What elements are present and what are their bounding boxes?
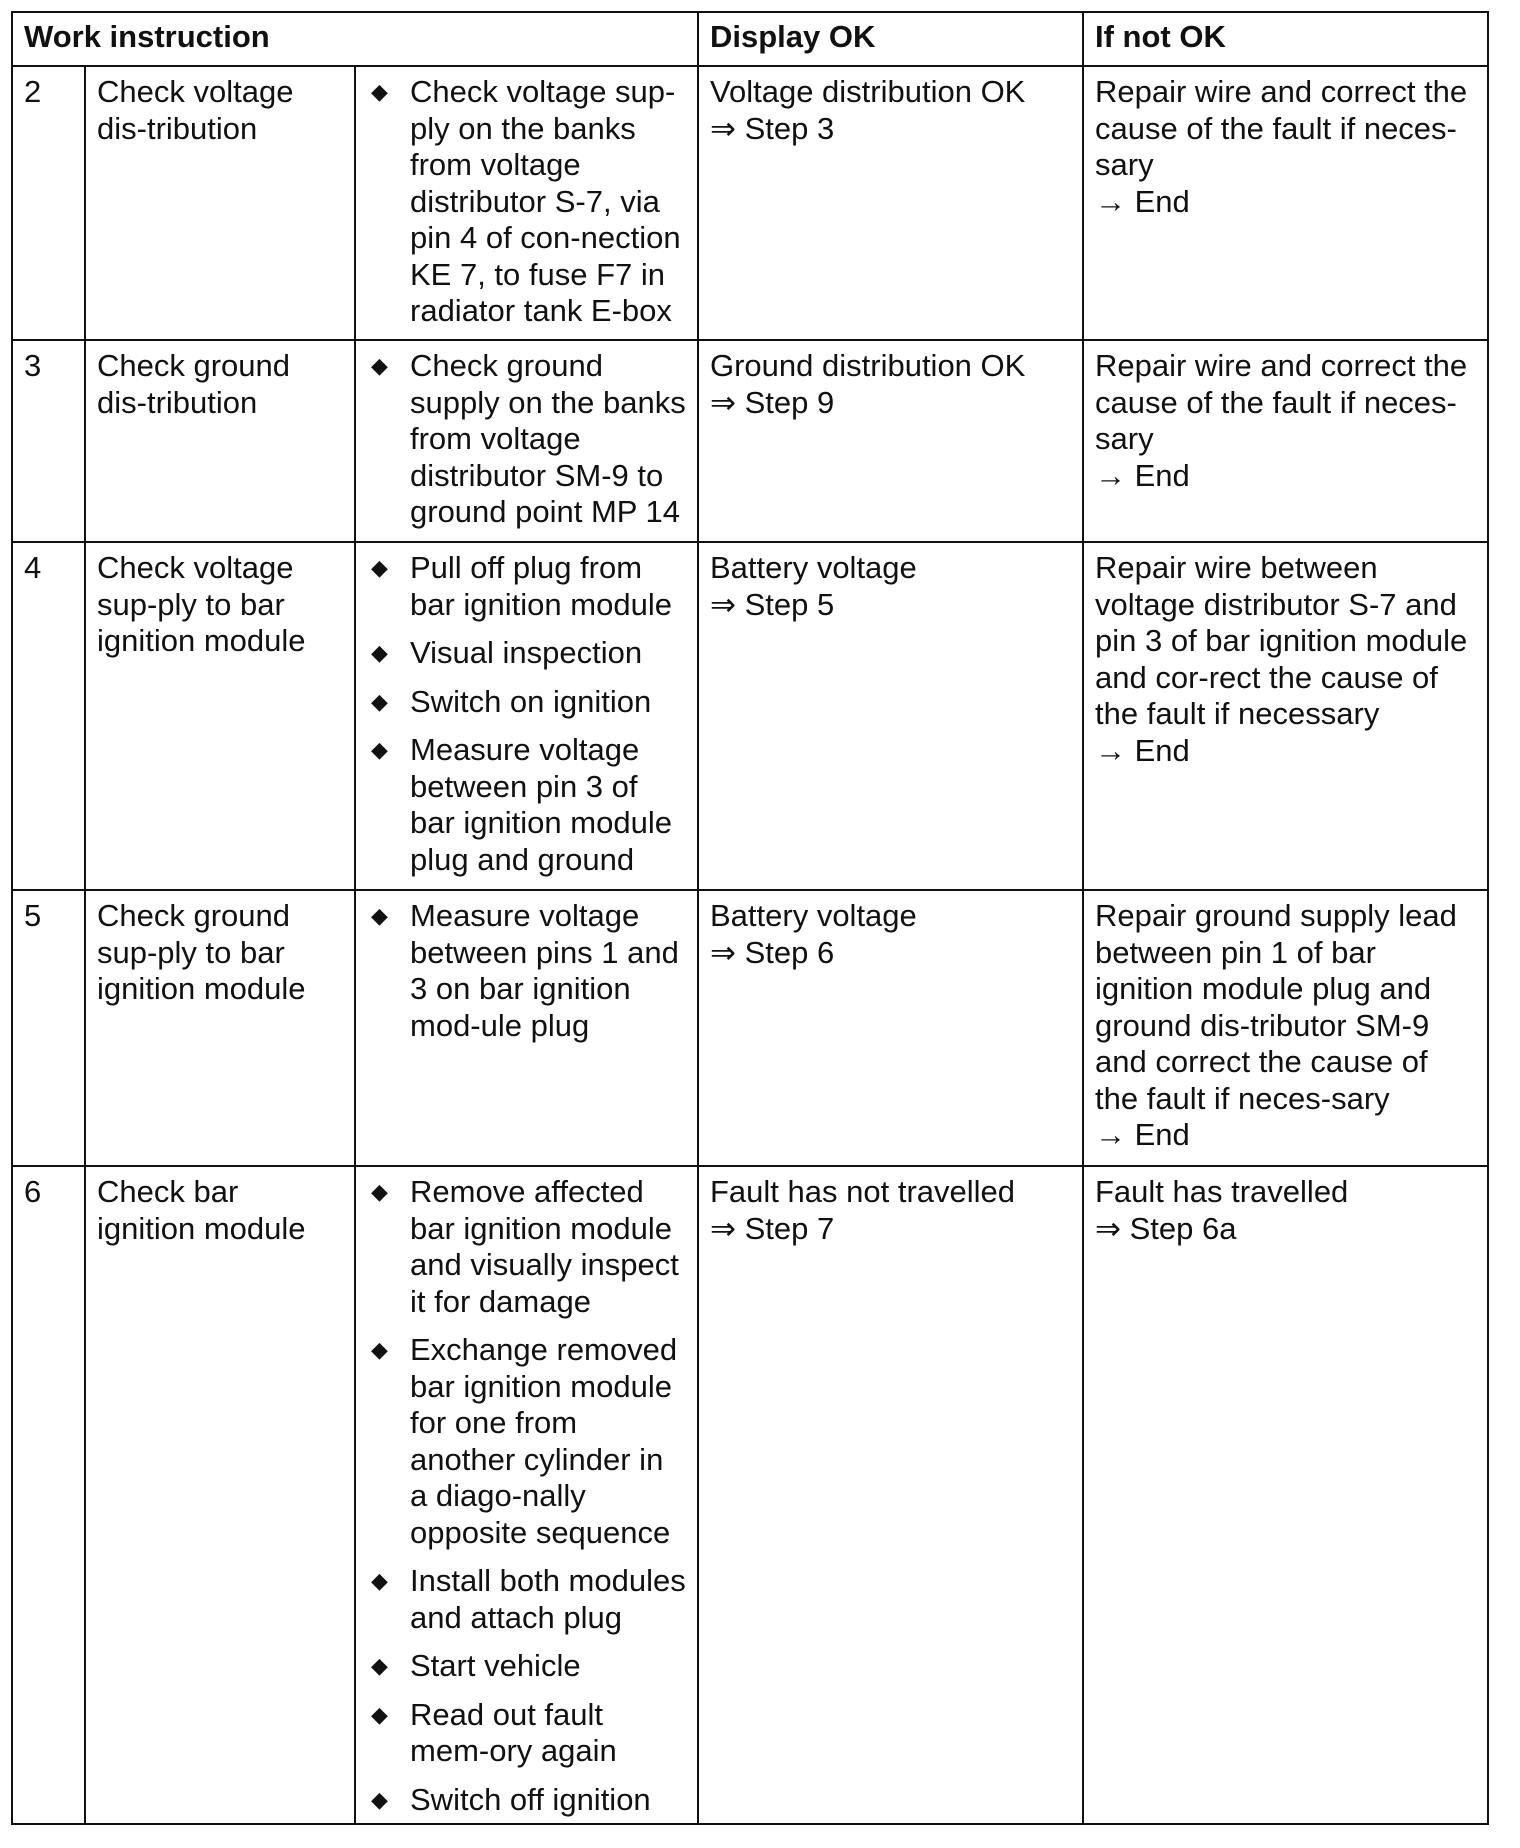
not-ok-cell (1083, 1166, 1488, 1824)
not-ok-action: Repair ground supply lead between pin 1 of bar ignition module plug and ground dis-tributor SM-9 and correct the cause of the fault if neces-sary (1095, 898, 1457, 1116)
not-ok-action: Repair wire and correct the cause of the fault if neces-sary (1095, 348, 1468, 456)
display-ok-cell (698, 890, 1083, 1166)
step-number: 3 (12, 340, 85, 542)
instruction-item: ◆ Visual inspection (371, 635, 643, 670)
display-ok-cell (698, 66, 1083, 340)
instruction-item: ◆ Pull off plug from bar ignition module (371, 550, 672, 622)
header-row (12, 12, 1488, 66)
step-number: 2 (12, 66, 85, 340)
instruction-list (367, 1174, 686, 1818)
instruction-item: ◆ Check ground supply on the banks from voltage distributor SM-9 to ground point MP 14 (371, 348, 686, 529)
table-row (12, 1166, 1488, 1824)
table-row (12, 542, 1488, 890)
ok-result: Battery voltage (710, 550, 917, 585)
bullet-icon: ◆ (371, 737, 388, 762)
step-title: Check voltage dis-tribution (85, 66, 355, 340)
header-if-not-ok: If not OK (1083, 12, 1488, 66)
instruction-list (367, 348, 686, 531)
display-ok-cell (698, 1166, 1083, 1824)
not-ok-next-step: → End (1095, 1117, 1190, 1152)
instruction-item: ◆ Install both modules and attach plug (371, 1563, 686, 1635)
bullet-icon: ◆ (371, 1786, 388, 1812)
instruction-list (367, 74, 686, 330)
instruction-item: ◆ Read out fault mem-ory again (371, 1696, 617, 1768)
table-row (12, 890, 1488, 1166)
not-ok-action: Fault has travelled (1095, 1174, 1349, 1209)
bullet-icon: ◆ (371, 1653, 388, 1678)
not-ok-cell (1083, 340, 1488, 542)
instruction-list (367, 898, 686, 1044)
instruction-cell (355, 66, 698, 340)
ok-next-step: ⇒ Step 9 (710, 384, 835, 420)
header-work-instruction: Work instruction (12, 12, 698, 66)
bullet-icon: ◆ (371, 1337, 388, 1362)
bullet-icon: ◆ (371, 353, 388, 378)
not-ok-cell (1083, 542, 1488, 890)
not-ok-cell (1083, 890, 1488, 1166)
step-number: 4 (12, 542, 85, 890)
step-number: 6 (12, 1166, 85, 1824)
instruction-item: ◆ Check voltage sup-ply on the banks from voltage distributor S-7, via pin 4 of con-nection KE 7, to fuse F7 in radiator tank E-box (371, 74, 681, 328)
bullet-icon: ◆ (371, 688, 388, 714)
bullet-icon: ◆ (371, 1179, 388, 1204)
ok-next-step: ⇒ Step 3 (710, 110, 835, 146)
not-ok-next-step: → End (1095, 183, 1190, 219)
ok-next-step: ⇒ Step 6 (710, 934, 835, 970)
not-ok-next-step: → End (1095, 457, 1190, 493)
not-ok-cell (1083, 66, 1488, 340)
step-title: Check ground dis-tribution (85, 340, 355, 542)
ok-next-step: ⇒ Step 7 (710, 1210, 835, 1246)
not-ok-action: Repair wire and correct the cause of the fault if neces-sary (1095, 74, 1468, 182)
ok-next-step: ⇒ Step 5 (710, 586, 835, 622)
step-title: Check voltage sup-ply to bar ignition module (85, 542, 355, 890)
header-display-ok: Display OK (698, 12, 1083, 66)
instruction-item: ◆ Switch on ignition (371, 683, 652, 719)
not-ok-next-step: ⇒ Step 6a (1095, 1210, 1237, 1246)
instruction-cell (355, 542, 698, 890)
instruction-cell (355, 890, 698, 1166)
bullet-icon: ◆ (371, 903, 388, 928)
instruction-item: ◆ Exchange removed bar ignition module for one from another cylinder in a diago-nally opposite sequence (371, 1332, 678, 1550)
display-ok-cell (698, 340, 1083, 542)
ok-result: Voltage distribution OK (710, 74, 1026, 109)
not-ok-action: Repair wire between voltage distributor S-7 and pin 3 of bar ignition module and cor-rect the cause of the fault if necessary (1095, 550, 1468, 731)
ok-result: Ground distribution OK (710, 348, 1026, 383)
ok-result: Battery voltage (710, 898, 917, 933)
instruction-item: ◆ Switch off ignition (371, 1781, 651, 1817)
instruction-item: ◆ Remove affected bar ignition module and visually inspect it for damage (371, 1174, 679, 1319)
step-number: 5 (12, 890, 85, 1166)
bullet-icon: ◆ (371, 640, 388, 665)
table-row (12, 340, 1488, 542)
bullet-icon: ◆ (371, 1568, 388, 1593)
instruction-cell (355, 1166, 698, 1824)
table-row (12, 66, 1488, 340)
instruction-cell (355, 340, 698, 542)
bullet-icon: ◆ (371, 79, 388, 104)
bullet-icon: ◆ (371, 555, 388, 580)
instruction-item: ◆ Start vehicle (371, 1648, 581, 1683)
ok-result: Fault has not travelled (710, 1174, 1016, 1209)
bullet-icon: ◆ (371, 1701, 388, 1727)
instruction-list (367, 550, 686, 878)
instruction-item: ◆ Measure voltage between pins 1 and 3 on bar ignition mod-ule plug (371, 898, 679, 1043)
instruction-item: ◆ Measure voltage between pin 3 of bar ignition module plug and ground (371, 732, 672, 877)
step-title: Check bar ignition module (85, 1166, 355, 1824)
work-instruction-table (11, 11, 1489, 1825)
display-ok-cell (698, 542, 1083, 890)
step-title: Check ground sup-ply to bar ignition module (85, 890, 355, 1166)
not-ok-next-step: → End (1095, 732, 1190, 768)
